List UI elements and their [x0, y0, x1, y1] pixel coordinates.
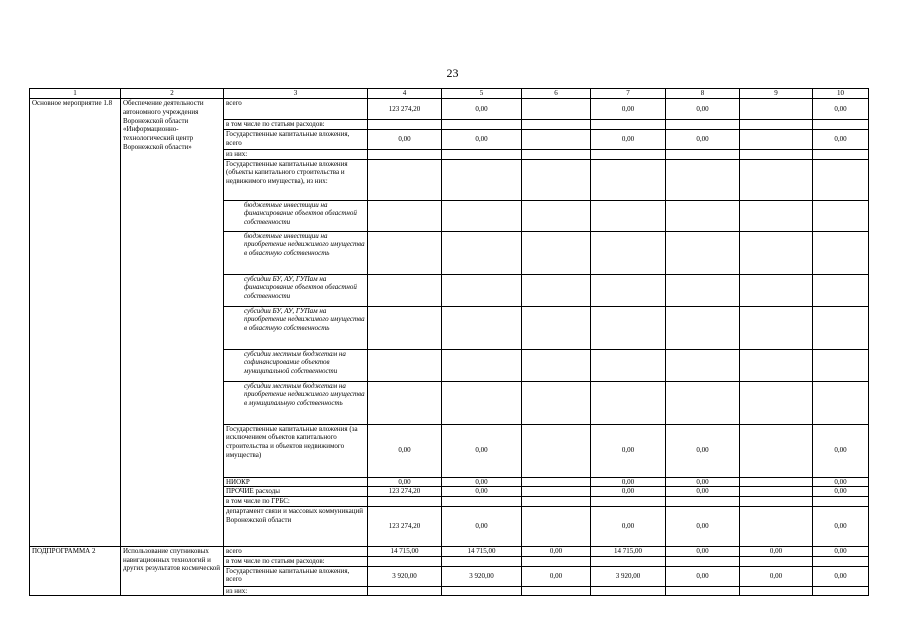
- amount-cell: [368, 159, 442, 200]
- amount-cell: [591, 159, 666, 200]
- amount-cell: [522, 381, 591, 424]
- amount-cell: 14 715,00: [368, 546, 442, 556]
- amount-cell: 0,00: [813, 424, 869, 477]
- amount-cell: [666, 231, 740, 274]
- amount-cell: [368, 306, 442, 349]
- amount-cell: [591, 381, 666, 424]
- amount-cell: 0,00: [522, 566, 591, 586]
- amount-cell: [591, 274, 666, 306]
- amount-cell: [522, 159, 591, 200]
- column-header: 2: [121, 89, 224, 99]
- program-description-cell: Использование спутниковых навигационных технологий и других результатов космической: [121, 546, 224, 596]
- amount-cell: [591, 120, 666, 130]
- amount-cell: [522, 129, 591, 149]
- amount-cell: 0,00: [666, 546, 740, 556]
- amount-cell: 0,00: [591, 487, 666, 497]
- amount-cell: 123 274,20: [368, 506, 442, 546]
- expense-category-label: в том числе по ГРБС:: [224, 497, 368, 507]
- expense-category-label: бюджетные инвестиции на финансирование объектов областной собственности: [224, 200, 368, 231]
- program-name-cell: Основное мероприятие 1.8: [30, 99, 121, 547]
- amount-cell: [591, 586, 666, 596]
- amount-cell: [666, 159, 740, 200]
- amount-cell: 0,00: [666, 506, 740, 546]
- amount-cell: [666, 349, 740, 381]
- amount-cell: 0,00: [740, 546, 813, 556]
- amount-cell: [740, 497, 813, 507]
- amount-cell: 0,00: [813, 99, 869, 120]
- amount-cell: [522, 477, 591, 487]
- amount-cell: 14 715,00: [591, 546, 666, 556]
- expense-category-label: всего: [224, 546, 368, 556]
- amount-cell: [813, 120, 869, 130]
- expense-category-label: в том числе по статьям расходов:: [224, 120, 368, 130]
- amount-cell: [442, 556, 522, 566]
- amount-cell: [813, 231, 869, 274]
- column-header: 1: [30, 89, 121, 99]
- amount-cell: [740, 586, 813, 596]
- expense-category-label: Государственные капитальные вложения, всего: [224, 129, 368, 149]
- amount-cell: [591, 149, 666, 159]
- amount-cell: [522, 424, 591, 477]
- expense-category-label: субсидии БУ, АУ, ГУПам на приобретение недвижимого имущества в областную собственность: [224, 306, 368, 349]
- amount-cell: [442, 497, 522, 507]
- amount-cell: [813, 274, 869, 306]
- column-header: 7: [591, 89, 666, 99]
- amount-cell: [740, 231, 813, 274]
- amount-cell: [442, 274, 522, 306]
- amount-cell: [522, 99, 591, 120]
- amount-cell: 0,00: [813, 487, 869, 497]
- amount-cell: [813, 149, 869, 159]
- column-header: 9: [740, 89, 813, 99]
- expense-category-label: Государственные капитальные вложения (за исключением объектов капитального строительства и объектов недвижимого имущества): [224, 424, 368, 477]
- program-description-cell: Обеспечение деятельности автономного учреждения Воронежской области «Информационно-технологический центр Воронежской области»: [121, 99, 224, 547]
- amount-cell: [442, 231, 522, 274]
- amount-cell: [740, 556, 813, 566]
- amount-cell: [368, 200, 442, 231]
- column-header: 4: [368, 89, 442, 99]
- amount-cell: 0,00: [666, 129, 740, 149]
- program-name-cell: ПОДПРОГРАММА 2: [30, 546, 121, 596]
- amount-cell: [666, 306, 740, 349]
- amount-cell: [522, 274, 591, 306]
- amount-cell: [442, 381, 522, 424]
- amount-cell: [442, 149, 522, 159]
- amount-cell: [368, 556, 442, 566]
- amount-cell: [442, 120, 522, 130]
- amount-cell: 123 274,20: [368, 99, 442, 120]
- amount-cell: [666, 149, 740, 159]
- amount-cell: 0,00: [666, 424, 740, 477]
- column-header: 6: [522, 89, 591, 99]
- column-header: 5: [442, 89, 522, 99]
- amount-cell: 0,00: [591, 129, 666, 149]
- amount-cell: 0,00: [368, 477, 442, 487]
- budget-table: [29, 88, 869, 596]
- amount-cell: 0,00: [522, 546, 591, 556]
- amount-cell: 0,00: [813, 546, 869, 556]
- amount-cell: 0,00: [813, 566, 869, 586]
- expense-category-label: из них:: [224, 586, 368, 596]
- amount-cell: [740, 306, 813, 349]
- amount-cell: [666, 556, 740, 566]
- amount-cell: [591, 200, 666, 231]
- amount-cell: 0,00: [591, 506, 666, 546]
- column-header-row: [30, 89, 869, 99]
- amount-cell: 3 920,00: [442, 566, 522, 586]
- amount-cell: [591, 349, 666, 381]
- expense-category-label: Государственные капитальные вложения (объекты капитального строительства и недвижимого имущества), из них:: [224, 159, 368, 200]
- amount-cell: [740, 349, 813, 381]
- amount-cell: [442, 586, 522, 596]
- amount-cell: [740, 424, 813, 477]
- amount-cell: 14 715,00: [442, 546, 522, 556]
- expense-category-label: субсидии местным бюджетам на софинансирование объектов муниципальной собственности: [224, 349, 368, 381]
- amount-cell: 0,00: [368, 129, 442, 149]
- column-header: 10: [813, 89, 869, 99]
- amount-cell: [740, 381, 813, 424]
- amount-cell: 0,00: [591, 424, 666, 477]
- amount-cell: [740, 159, 813, 200]
- amount-cell: [740, 200, 813, 231]
- amount-cell: 0,00: [442, 424, 522, 477]
- amount-cell: [368, 149, 442, 159]
- expense-category-label: бюджетные инвестиции на приобретение недвижимого имущества в областную собственность: [224, 231, 368, 274]
- amount-cell: [666, 586, 740, 596]
- expense-category-label: субсидии местным бюджетам на приобретение недвижимого имущества в муниципальную собственность: [224, 381, 368, 424]
- amount-cell: [368, 120, 442, 130]
- amount-cell: [522, 306, 591, 349]
- amount-cell: 0,00: [368, 424, 442, 477]
- amount-cell: 0,00: [591, 99, 666, 120]
- amount-cell: 0,00: [666, 566, 740, 586]
- amount-cell: 0,00: [666, 99, 740, 120]
- expense-category-label: НИОКР: [224, 477, 368, 487]
- amount-cell: 0,00: [666, 487, 740, 497]
- amount-cell: [368, 349, 442, 381]
- expense-category-label: ПРОЧИЕ расходы: [224, 487, 368, 497]
- amount-cell: [522, 506, 591, 546]
- table-body: [30, 89, 869, 596]
- amount-cell: [442, 200, 522, 231]
- amount-cell: [740, 506, 813, 546]
- amount-cell: [740, 487, 813, 497]
- amount-cell: [442, 159, 522, 200]
- amount-cell: 0,00: [813, 506, 869, 546]
- amount-cell: [442, 306, 522, 349]
- amount-cell: 0,00: [591, 477, 666, 487]
- amount-cell: [666, 120, 740, 130]
- table-row: [30, 546, 869, 556]
- amount-cell: [522, 349, 591, 381]
- amount-cell: [591, 497, 666, 507]
- amount-cell: [740, 274, 813, 306]
- amount-cell: [740, 149, 813, 159]
- amount-cell: [368, 381, 442, 424]
- amount-cell: [740, 129, 813, 149]
- expense-category-label: в том числе по статьям расходов:: [224, 556, 368, 566]
- amount-cell: [813, 159, 869, 200]
- amount-cell: [522, 120, 591, 130]
- amount-cell: 3 920,00: [368, 566, 442, 586]
- amount-cell: 0,00: [813, 477, 869, 487]
- amount-cell: [522, 231, 591, 274]
- amount-cell: 0,00: [442, 506, 522, 546]
- page-number: 23: [446, 66, 459, 80]
- amount-cell: 3 920,00: [591, 566, 666, 586]
- amount-cell: [522, 200, 591, 231]
- amount-cell: [522, 586, 591, 596]
- expense-category-label: субсидии БУ, АУ, ГУПам на финансирование объектов областной собственности: [224, 274, 368, 306]
- amount-cell: 0,00: [813, 129, 869, 149]
- column-header: 8: [666, 89, 740, 99]
- amount-cell: [522, 556, 591, 566]
- amount-cell: [813, 586, 869, 596]
- amount-cell: [591, 306, 666, 349]
- amount-cell: [740, 99, 813, 120]
- column-header: 3: [224, 89, 368, 99]
- amount-cell: [813, 381, 869, 424]
- amount-cell: 0,00: [740, 566, 813, 586]
- amount-cell: [740, 477, 813, 487]
- amount-cell: [813, 556, 869, 566]
- table-row: [30, 99, 869, 120]
- amount-cell: [522, 487, 591, 497]
- amount-cell: [591, 556, 666, 566]
- amount-cell: 0,00: [442, 477, 522, 487]
- amount-cell: 0,00: [666, 477, 740, 487]
- amount-cell: [368, 586, 442, 596]
- amount-cell: 0,00: [442, 99, 522, 120]
- amount-cell: [442, 349, 522, 381]
- amount-cell: 123 274,20: [368, 487, 442, 497]
- amount-cell: [813, 306, 869, 349]
- amount-cell: 0,00: [442, 129, 522, 149]
- amount-cell: 0,00: [442, 487, 522, 497]
- expense-category-label: из них:: [224, 149, 368, 159]
- amount-cell: [813, 349, 869, 381]
- amount-cell: [522, 497, 591, 507]
- amount-cell: [368, 231, 442, 274]
- expense-category-label: всего: [224, 99, 368, 120]
- amount-cell: [522, 149, 591, 159]
- amount-cell: [666, 274, 740, 306]
- amount-cell: [666, 381, 740, 424]
- amount-cell: [813, 200, 869, 231]
- amount-cell: [666, 497, 740, 507]
- amount-cell: [813, 497, 869, 507]
- amount-cell: [666, 200, 740, 231]
- amount-cell: [740, 120, 813, 130]
- expense-category-label: департамент связи и массовых коммуникаций Воронежской области: [224, 506, 368, 546]
- amount-cell: [368, 274, 442, 306]
- expense-category-label: Государственные капитальные вложения, всего: [224, 566, 368, 586]
- amount-cell: [591, 231, 666, 274]
- amount-cell: [368, 497, 442, 507]
